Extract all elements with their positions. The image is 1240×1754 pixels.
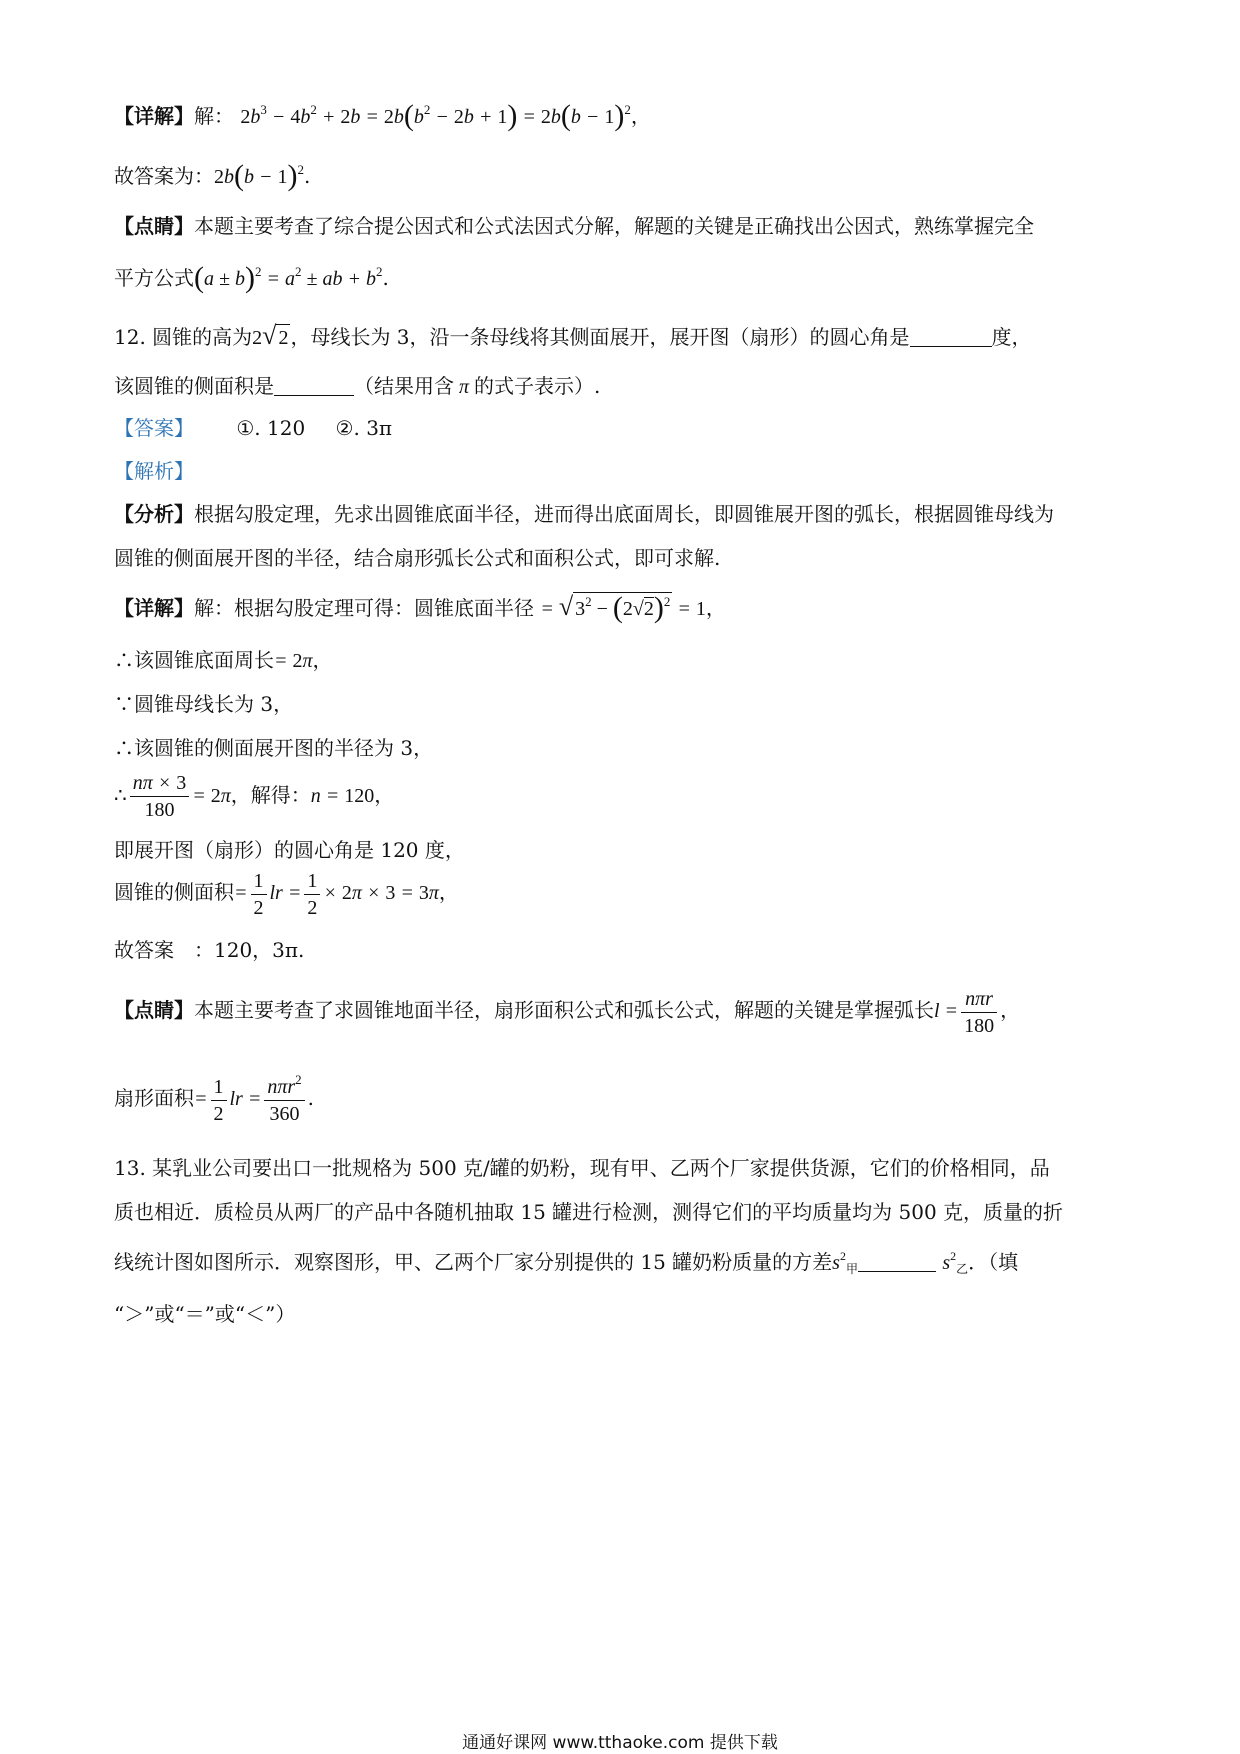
- q12-final: 故答案 ：120，3π.: [114, 938, 305, 962]
- analysis-label: 【解析】: [114, 459, 194, 483]
- comment-label: 【点睛】: [114, 214, 194, 238]
- footer: 通通好课网 www.tthaoke.com 提供下载: [462, 1733, 778, 1753]
- answer-label: 【答案】: [114, 416, 194, 440]
- q12-question: 12. 圆锥的高为2√ 2 ，母线长为 3，沿一条母线将其侧面展开，展开图（扇形）的圆心角是 度，: [114, 321, 1032, 350]
- q12-step6: 圆锥的侧面积= $\frac{1}{2}$ lr = $\frac{1}{2}$ × 2π × 3 = 3π，: [114, 870, 459, 919]
- answer-blank: [274, 375, 354, 396]
- q12-analysis-2: 圆锥的侧面展开图的半径，结合扇形弧长公式和面积公式，即可求解.: [114, 546, 721, 570]
- q12-step3: ∴该圆锥的侧面展开图的半径为 3，: [114, 736, 434, 760]
- q12-step4: ∴ $\frac{n\pi \times 3}{180}$ = 2π，解得：n = 120，: [114, 772, 395, 821]
- q11-final-answer: 故答案为：$2b(b - 1)^2$.: [114, 159, 311, 192]
- q12-comment-2: 扇形面积= $\frac{1}{2}$ lr = $\frac{n\pi r^2}{360}$ .: [114, 1072, 315, 1125]
- q13-line4: “＞”或“＝”或“＜”）: [114, 1302, 296, 1326]
- q12-analysis: 【分析】根据勾股定理，先求出圆锥底面半径，进而得出底面周长，即圆锥展开图的弧长，根据圆锥母线为: [114, 502, 1054, 526]
- answer-blank: [910, 326, 992, 347]
- detail-label: 【详解】: [114, 104, 194, 128]
- q11-comment: 【点睛】本题主要考查了综合提公因式和公式法因式分解，解题的关键是正确找出公因式，熟练掌握完全: [114, 214, 1034, 238]
- answer-blank: [858, 1251, 936, 1272]
- q12-step5: 即展开图（扇形）的圆心角是 120 度，: [114, 838, 465, 862]
- formula: $2b^3 - 4b^2 + 2b = 2b(b^2 - 2b + 1) = 2b(b - 1)^2$: [240, 99, 631, 132]
- q12-question-2: 该圆锥的侧面积是 （结果用含 π 的式子表示）.: [114, 374, 601, 398]
- q11-detail-line: 【详解】解： $2b^3 - 4b^2 + 2b = 2b(b^2 - 2b + 1) = 2b(b - 1)^2$，: [114, 99, 651, 132]
- q11-comment-2: 平方公式$(a \pm b)^2 = a^2$ ± ab + $b^2$.: [114, 261, 389, 294]
- q12-comment: 【点睛】本题主要考查了求圆锥地面半径，扇形面积公式和弧长公式，解题的关键是掌握弧长l = $\frac{\text{nπr}}{180}$ ，: [114, 988, 1021, 1037]
- q12-step2: ∵圆锥母线长为 3，: [114, 692, 294, 716]
- q13-line1: 13. 某乳业公司要出口一批规格为 500 克/罐的奶粉，现有甲、乙两个厂家提供货源，它们的价格相同，品: [114, 1156, 1050, 1180]
- q12-answer: 【答案】 ①. 120 ②. 3π: [114, 416, 393, 440]
- q13-line3: 线统计图如图所示．观察图形，甲、乙两个厂家分别提供的 15 罐奶粉质量的方差$s^2_甲$ $s^2_乙$．（填: [114, 1249, 1019, 1276]
- q12-detail: 【详解】解：根据勾股定理可得：圆锥底面半径 = √ $3^2 - (2√2)^2 = 1$，: [114, 591, 726, 624]
- q12-step1: ∴该圆锥底面周长= 2π，: [114, 648, 333, 672]
- q13-line2: 质也相近．质检员从两厂的产品中各随机抽取 15 罐进行检测，测得它们的平均质量均为 500 克，质量的折: [114, 1200, 1064, 1224]
